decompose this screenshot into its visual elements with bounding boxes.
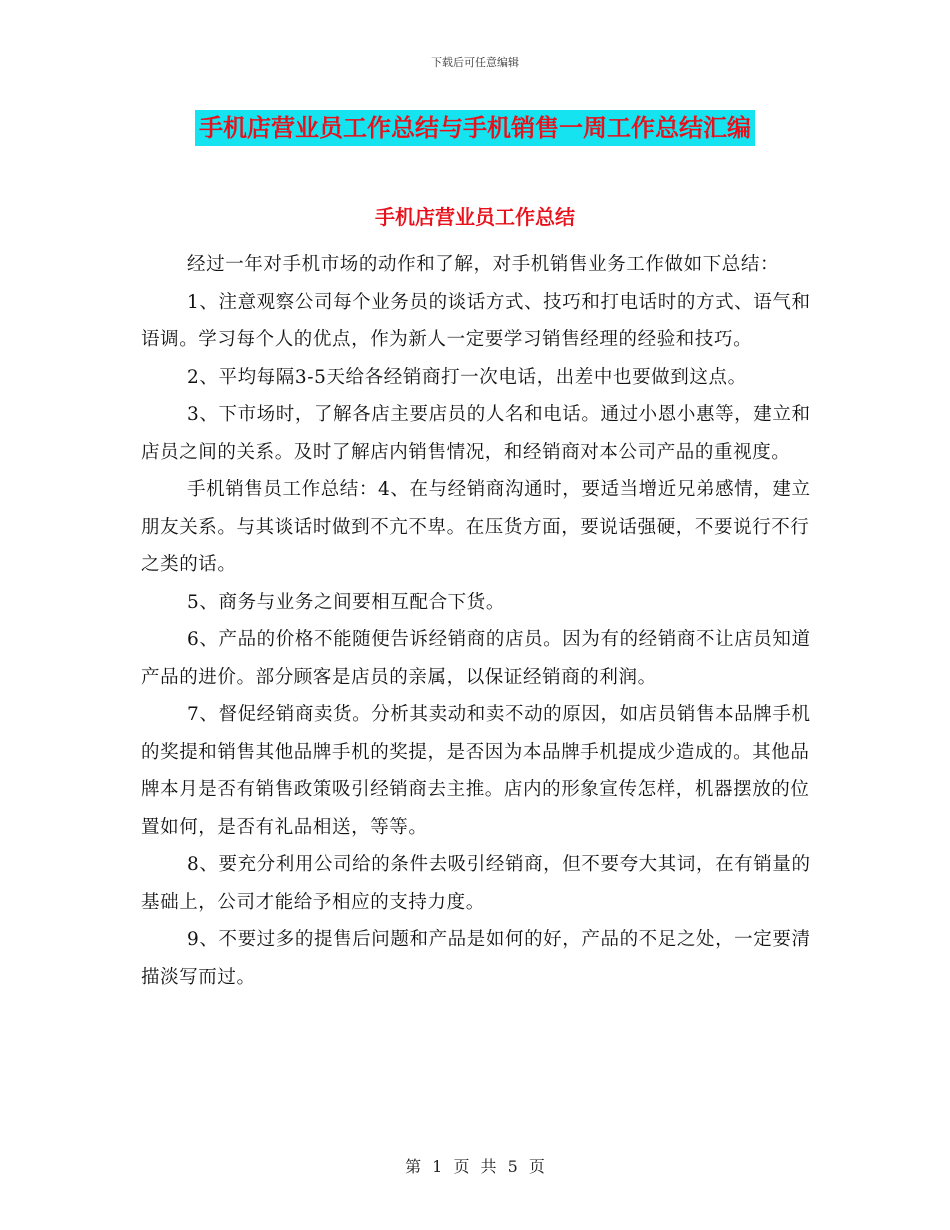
document-body — [141, 246, 821, 996]
paragraph-item-9: 9、不要过多的提售后问题和产品是如何的好，产品的不足之处，一定要清描淡写而过。 — [141, 929, 811, 988]
paragraph-item-1: 1、注意观察公司每个业务员的谈话方式、技巧和打电话时的方式、语气和语调。学习每个人的优点，作为新人一定要学习销售经理的经验和技巧。 — [141, 291, 811, 350]
header-note: 下载后可任意编辑 — [431, 56, 519, 69]
paragraph-item-2: 2、平均每隔3-5天给各经销商打一次电话，出差中也要做到这点。 — [187, 366, 747, 388]
paragraph-intro: 经过一年对手机市场的动作和了解，对手机销售业务工作做如下总结： — [187, 254, 780, 275]
paragraph-item-8: 8、要充分利用公司给的条件去吸引经销商，但不要夸大其词，在有销量的基础上，公司才能给予相应的支持力度。 — [141, 854, 811, 913]
paragraph-item-5: 5、商务与业务之间要相互配合下货。 — [187, 591, 505, 613]
main-title: 手机店营业员工作总结与手机销售一周工作总结汇编 — [195, 110, 755, 146]
paragraph-item-4: 手机销售员工作总结：4、在与经销商沟通时，要适当增近兄弟感情，建立朋友关系。与其谈话时做到不亢不卑。在压货方面，要说话强硬，不要说行不行之类的话。 — [141, 479, 811, 575]
paragraph-item-3: 3、下市场时，了解各店主要店员的人名和电话。通过小恩小惠等，建立和店员之间的关系。及时了解店内销售情况，和经销商对本公司产品的重视度。 — [141, 404, 811, 463]
paragraph-item-7: 7、督促经销商卖货。分析其卖动和卖不动的原因，如店员销售本品牌手机的奖提和销售其他品牌手机的奖提，是否因为本品牌手机提成少造成的。其他品牌本月是否有销售政策吸引经销商去主推。店内的形象宣传怎样，机器摆放的位置如何，是否有礼品相送，等等。 — [141, 704, 811, 838]
section-title: 手机店营业员工作总结 — [375, 205, 575, 229]
paragraph-item-6: 6、产品的价格不能随便告诉经销商的店员。因为有的经销商不让店员知道产品的进价。部分顾客是店员的亲属，以保证经销商的利润。 — [141, 629, 811, 688]
page-footer: 第 1 页 共 5 页 — [405, 1157, 545, 1176]
main-title-container — [0, 110, 950, 146]
